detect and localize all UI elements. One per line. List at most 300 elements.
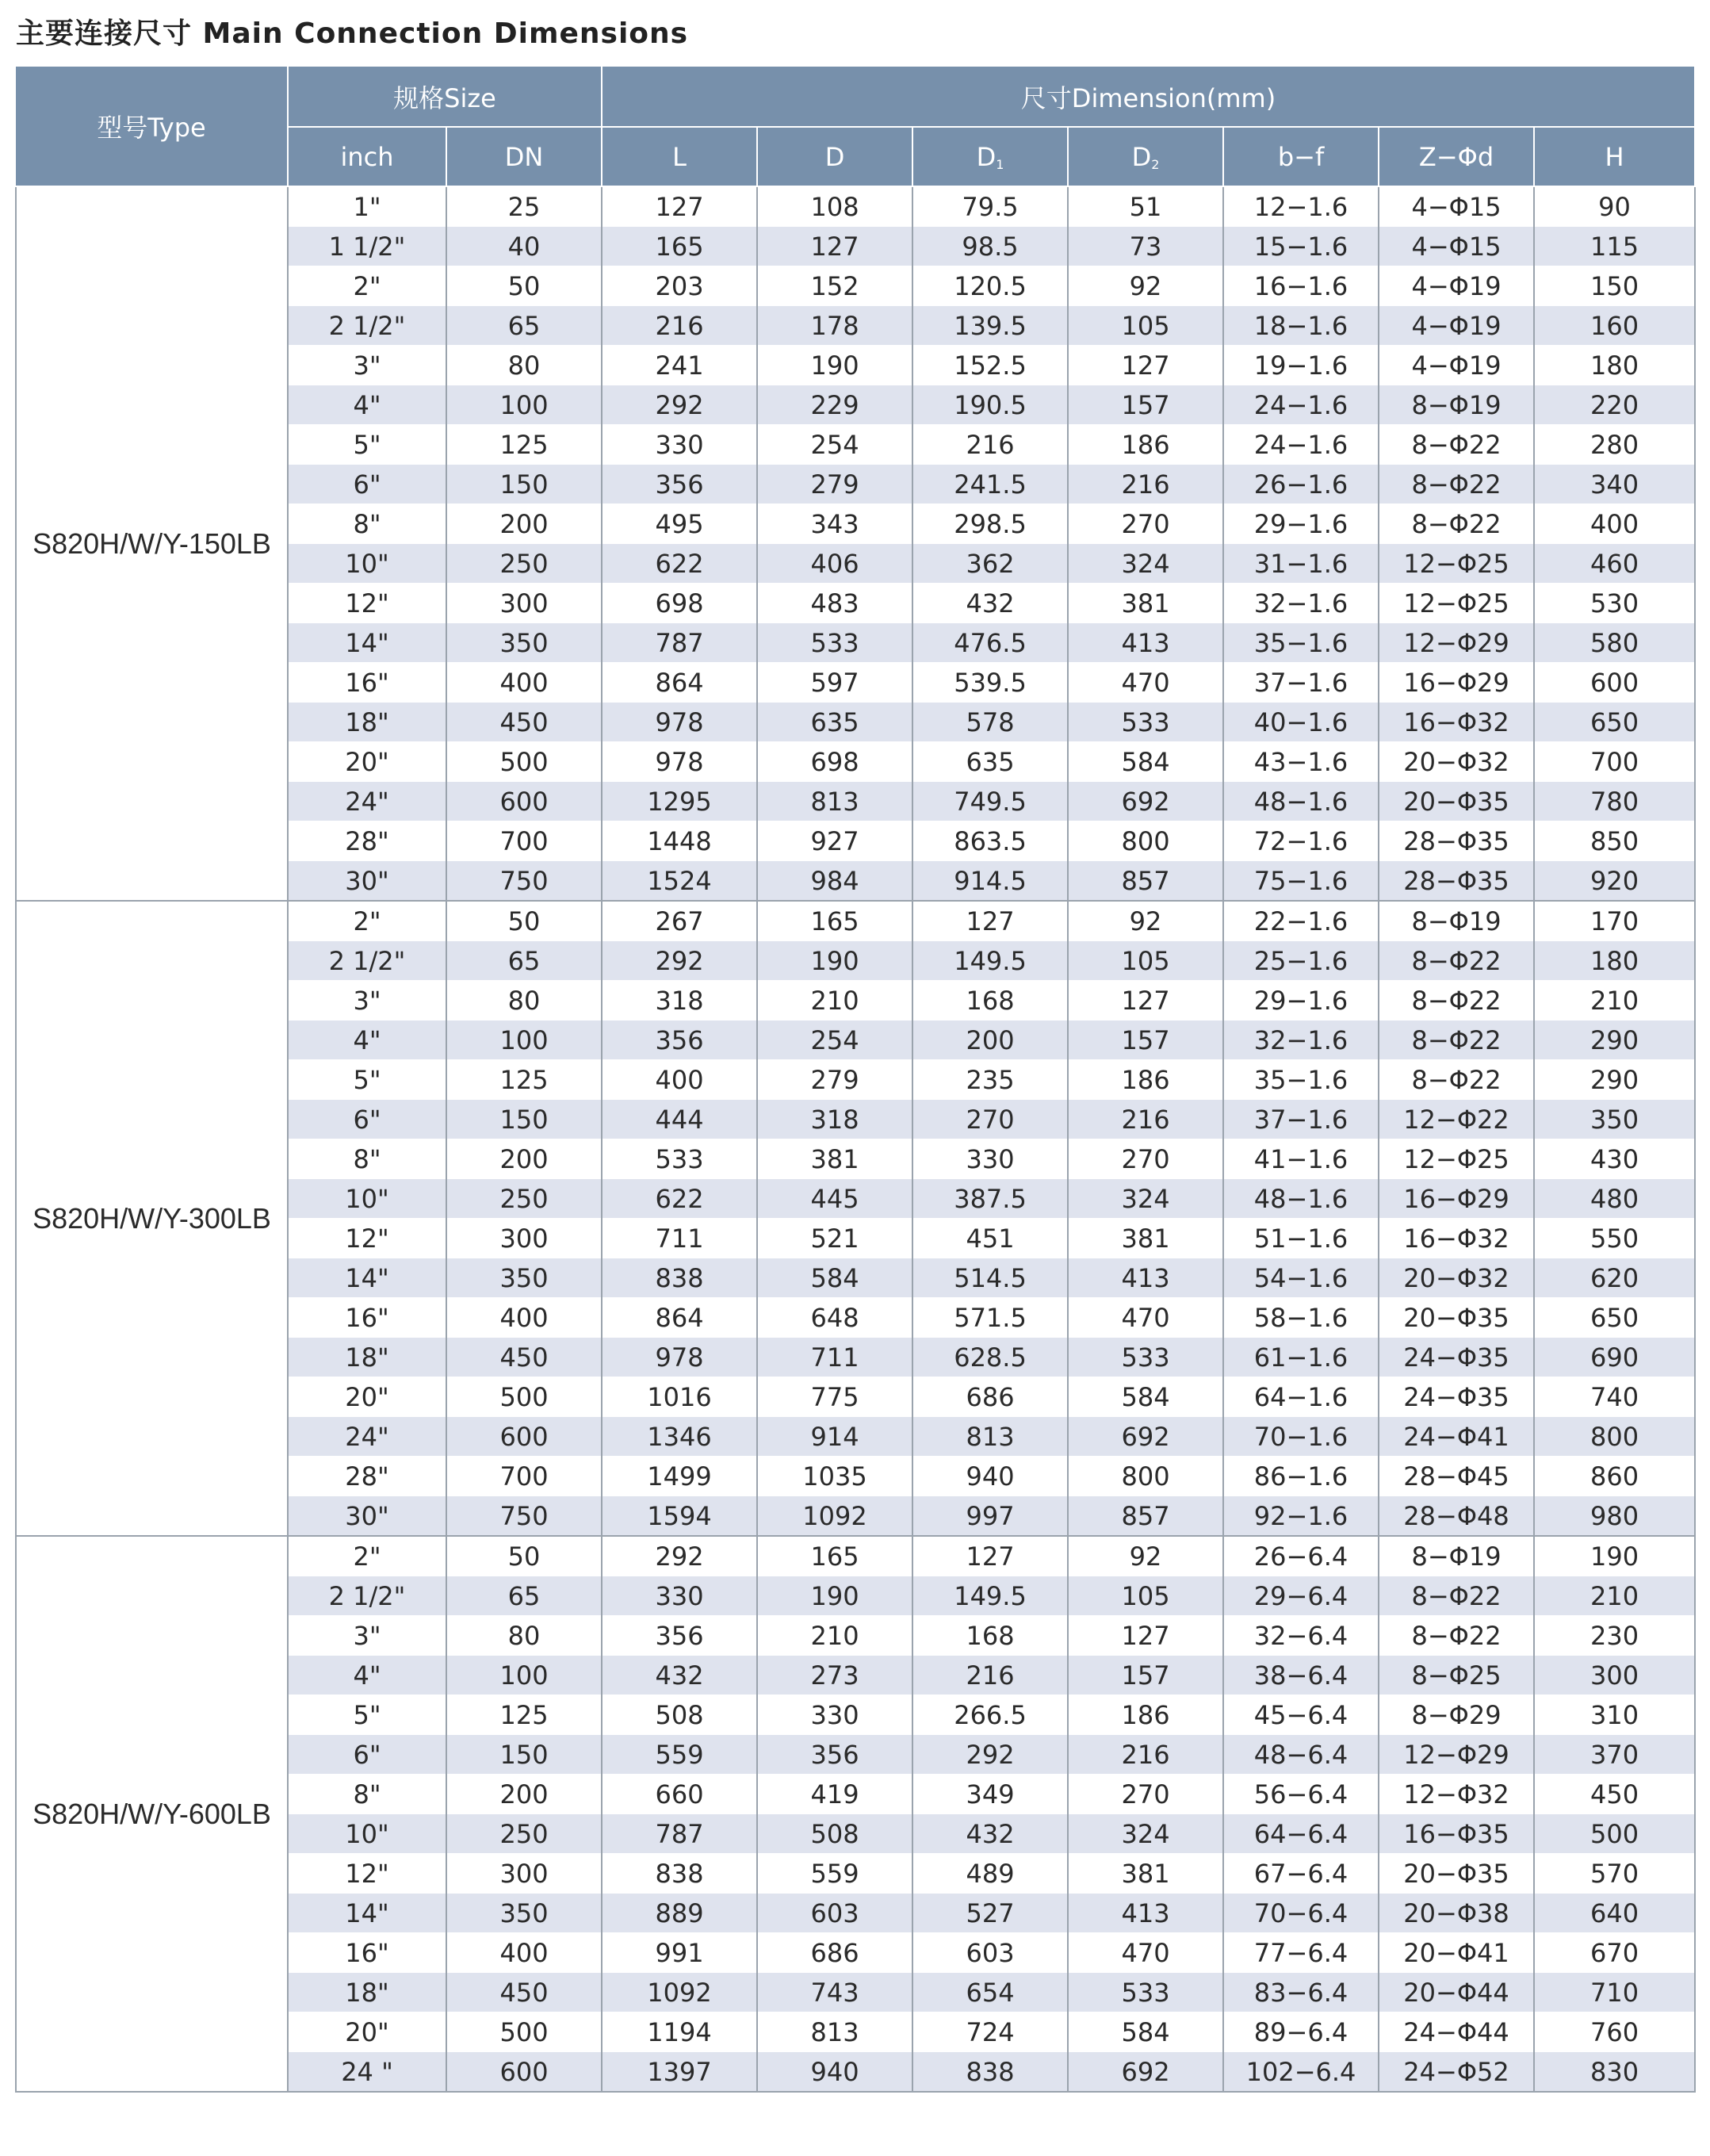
cell-d2: 186 [1068,1060,1223,1100]
header-d: D [757,127,912,186]
cell-d1: 476.5 [912,623,1068,663]
cell-zd: 8−Φ25 [1379,1656,1534,1695]
cell-d: 483 [757,584,912,623]
cell-d1: 527 [912,1894,1068,1933]
cell-dn: 250 [446,1179,602,1219]
cell-h: 430 [1534,1139,1695,1179]
cell-inch: 4" [288,1656,446,1695]
cell-bf: 64−1.6 [1223,1377,1379,1417]
cell-inch: 28" [288,821,446,861]
cell-h: 570 [1534,1854,1695,1894]
cell-d1: 451 [912,1219,1068,1258]
cell-dn: 300 [446,1219,602,1258]
cell-d1: 168 [912,981,1068,1021]
cell-d1: 127 [912,901,1068,941]
cell-dn: 450 [446,1338,602,1377]
cell-l: 216 [602,306,757,346]
cell-inch: 4" [288,1021,446,1060]
cell-d: 597 [757,663,912,703]
cell-d1: 139.5 [912,306,1068,346]
cell-d: 743 [757,1973,912,2012]
cell-inch: 30" [288,1496,446,1537]
cell-h: 180 [1534,941,1695,981]
cell-h: 230 [1534,1616,1695,1656]
cell-d2: 270 [1068,504,1223,544]
cell-d1: 241.5 [912,465,1068,504]
cell-h: 160 [1534,306,1695,346]
cell-l: 444 [602,1100,757,1139]
header-type: 型号Type [16,66,288,186]
cell-zd: 28−Φ35 [1379,861,1534,902]
cell-d2: 413 [1068,1894,1223,1933]
cell-d2: 105 [1068,1576,1223,1616]
cell-bf: 83−6.4 [1223,1973,1379,2012]
cell-d: 419 [757,1775,912,1814]
cell-h: 210 [1534,1576,1695,1616]
cell-d2: 73 [1068,227,1223,266]
cell-inch: 14" [288,1894,446,1933]
cell-l: 533 [602,1139,757,1179]
cell-dn: 125 [446,1695,602,1735]
cell-zd: 4−Φ15 [1379,227,1534,266]
cell-d1: 266.5 [912,1695,1068,1735]
cell-dn: 200 [446,1139,602,1179]
cell-zd: 20−Φ35 [1379,1854,1534,1894]
cell-d1: 654 [912,1973,1068,2012]
cell-d: 190 [757,1576,912,1616]
cell-d2: 470 [1068,1298,1223,1338]
cell-zd: 8−Φ22 [1379,1060,1534,1100]
cell-inch: 8" [288,1775,446,1814]
cell-bf: 48−1.6 [1223,782,1379,821]
cell-l: 1397 [602,2052,757,2093]
cell-d2: 692 [1068,1417,1223,1457]
cell-d2: 692 [1068,2052,1223,2093]
cell-l: 330 [602,1576,757,1616]
cell-l: 292 [602,385,757,425]
cell-d: 686 [757,1933,912,1973]
cell-h: 690 [1534,1338,1695,1377]
cell-d1: 571.5 [912,1298,1068,1338]
cell-d: 603 [757,1894,912,1933]
cell-zd: 12−Φ22 [1379,1100,1534,1139]
cell-dn: 350 [446,1258,602,1298]
type-cell: S820H/W/Y-300LB [16,901,288,1536]
cell-dn: 25 [446,186,602,227]
cell-bf: 29−1.6 [1223,504,1379,544]
cell-d2: 533 [1068,1973,1223,2012]
cell-dn: 80 [446,1616,602,1656]
cell-d2: 105 [1068,941,1223,981]
cell-bf: 56−6.4 [1223,1775,1379,1814]
cell-dn: 65 [446,941,602,981]
cell-zd: 12−Φ25 [1379,544,1534,584]
cell-zd: 20−Φ44 [1379,1973,1534,2012]
page-title: 主要连接尺寸 Main Connection Dimensions [16,17,689,50]
cell-zd: 12−Φ25 [1379,1139,1534,1179]
cell-d1: 635 [912,742,1068,782]
cell-inch: 16" [288,1298,446,1338]
cell-bf: 15−1.6 [1223,227,1379,266]
cell-d2: 800 [1068,1457,1223,1496]
cell-d2: 533 [1068,703,1223,742]
dimensions-table-container [15,65,1694,2093]
cell-l: 203 [602,266,757,306]
cell-h: 980 [1534,1496,1695,1537]
cell-bf: 24−1.6 [1223,385,1379,425]
cell-bf: 29−6.4 [1223,1576,1379,1616]
cell-bf: 72−1.6 [1223,821,1379,861]
cell-d2: 381 [1068,1854,1223,1894]
cell-zd: 28−Φ48 [1379,1496,1534,1537]
cell-l: 1524 [602,861,757,902]
cell-d1: 127 [912,1536,1068,1576]
cell-d: 635 [757,703,912,742]
cell-h: 400 [1534,504,1695,544]
cell-inch: 10" [288,1814,446,1854]
header-inch: inch [288,127,446,186]
cell-dn: 50 [446,266,602,306]
cell-h: 180 [1534,346,1695,385]
cell-d: 533 [757,623,912,663]
cell-d: 927 [757,821,912,861]
cell-dn: 200 [446,504,602,544]
cell-d: 648 [757,1298,912,1338]
cell-zd: 8−Φ22 [1379,465,1534,504]
cell-d1: 190.5 [912,385,1068,425]
cell-dn: 600 [446,2052,602,2093]
cell-h: 370 [1534,1735,1695,1775]
cell-d1: 813 [912,1417,1068,1457]
cell-dn: 80 [446,981,602,1021]
cell-bf: 32−1.6 [1223,1021,1379,1060]
cell-inch: 12" [288,1219,446,1258]
cell-h: 620 [1534,1258,1695,1298]
cell-inch: 2 1/2" [288,941,446,981]
cell-d: 559 [757,1854,912,1894]
cell-bf: 32−1.6 [1223,584,1379,623]
cell-d2: 105 [1068,306,1223,346]
cell-d2: 692 [1068,782,1223,821]
cell-inch: 6" [288,1100,446,1139]
cell-bf: 22−1.6 [1223,901,1379,941]
header-d1: $D_1$ [912,127,1068,186]
cell-d1: 489 [912,1854,1068,1894]
cell-h: 710 [1534,1973,1695,2012]
cell-h: 780 [1534,782,1695,821]
cell-bf: 102−6.4 [1223,2052,1379,2093]
cell-d: 914 [757,1417,912,1457]
cell-inch: 30" [288,861,446,902]
cell-dn: 150 [446,1735,602,1775]
cell-l: 356 [602,1021,757,1060]
cell-zd: 20−Φ38 [1379,1894,1534,1933]
cell-d1: 292 [912,1735,1068,1775]
cell-dn: 700 [446,821,602,861]
cell-l: 356 [602,1616,757,1656]
cell-h: 670 [1534,1933,1695,1973]
cell-h: 290 [1534,1021,1695,1060]
cell-bf: 12−1.6 [1223,186,1379,227]
cell-l: 292 [602,1536,757,1576]
cell-d2: 324 [1068,1179,1223,1219]
cell-l: 1499 [602,1457,757,1496]
cell-l: 1594 [602,1496,757,1537]
cell-d1: 349 [912,1775,1068,1814]
cell-d1: 914.5 [912,861,1068,902]
cell-zd: 16−Φ29 [1379,1179,1534,1219]
cell-h: 550 [1534,1219,1695,1258]
header-l: L [602,127,757,186]
cell-bf: 29−1.6 [1223,981,1379,1021]
cell-zd: 8−Φ22 [1379,1576,1534,1616]
cell-inch: 14" [288,623,446,663]
cell-dn: 600 [446,782,602,821]
cell-bf: 31−1.6 [1223,544,1379,584]
cell-l: 838 [602,1854,757,1894]
cell-bf: 67−6.4 [1223,1854,1379,1894]
cell-l: 1092 [602,1973,757,2012]
table-row [16,186,1695,227]
cell-zd: 12−Φ29 [1379,1735,1534,1775]
cell-d: 330 [757,1695,912,1735]
cell-inch: 6" [288,1735,446,1775]
cell-d2: 324 [1068,1814,1223,1854]
cell-zd: 8−Φ22 [1379,1021,1534,1060]
cell-h: 340 [1534,465,1695,504]
cell-d2: 127 [1068,1616,1223,1656]
cell-inch: 24 " [288,2052,446,2093]
cell-zd: 8−Φ22 [1379,425,1534,465]
cell-h: 650 [1534,1298,1695,1338]
cell-dn: 40 [446,227,602,266]
cell-bf: 40−1.6 [1223,703,1379,742]
cell-d: 165 [757,901,912,941]
cell-d1: 539.5 [912,663,1068,703]
cell-dn: 200 [446,1775,602,1814]
cell-l: 1448 [602,821,757,861]
cell-d1: 724 [912,2012,1068,2052]
cell-d2: 92 [1068,266,1223,306]
cell-zd: 4−Φ19 [1379,266,1534,306]
cell-d1: 514.5 [912,1258,1068,1298]
table-row [16,901,1695,941]
cell-bf: 37−1.6 [1223,1100,1379,1139]
cell-d1: 940 [912,1457,1068,1496]
cell-d: 152 [757,266,912,306]
cell-d: 127 [757,227,912,266]
cell-d: 775 [757,1377,912,1417]
type-cell: S820H/W/Y-600LB [16,1536,288,2092]
cell-zd: 8−Φ19 [1379,901,1534,941]
cell-zd: 24−Φ52 [1379,2052,1534,2093]
cell-l: 400 [602,1060,757,1100]
cell-d: 279 [757,1060,912,1100]
cell-l: 1016 [602,1377,757,1417]
cell-d: 356 [757,1735,912,1775]
cell-h: 480 [1534,1179,1695,1219]
cell-h: 190 [1534,1536,1695,1576]
cell-d2: 127 [1068,346,1223,385]
cell-d: 190 [757,346,912,385]
cell-zd: 8−Φ22 [1379,1616,1534,1656]
cell-d2: 584 [1068,742,1223,782]
cell-dn: 100 [446,385,602,425]
cell-inch: 1 1/2" [288,227,446,266]
cell-inch: 20" [288,1377,446,1417]
cell-inch: 3" [288,1616,446,1656]
cell-d2: 270 [1068,1139,1223,1179]
cell-d1: 838 [912,2052,1068,2093]
cell-h: 220 [1534,385,1695,425]
cell-dn: 750 [446,1496,602,1537]
cell-inch: 18" [288,703,446,742]
cell-dn: 450 [446,703,602,742]
cell-bf: 19−1.6 [1223,346,1379,385]
cell-d2: 800 [1068,821,1223,861]
cell-bf: 26−6.4 [1223,1536,1379,1576]
cell-l: 1346 [602,1417,757,1457]
cell-inch: 18" [288,1338,446,1377]
table-body [16,186,1695,2092]
cell-d1: 432 [912,1814,1068,1854]
cell-l: 1295 [602,782,757,821]
cell-d1: 98.5 [912,227,1068,266]
header-dn: DN [446,127,602,186]
cell-dn: 100 [446,1656,602,1695]
cell-d1: 686 [912,1377,1068,1417]
header-zd: Z−Φd [1379,127,1534,186]
cell-l: 698 [602,584,757,623]
cell-h: 740 [1534,1377,1695,1417]
cell-d: 178 [757,306,912,346]
cell-h: 580 [1534,623,1695,663]
cell-d2: 413 [1068,623,1223,663]
cell-bf: 24−1.6 [1223,425,1379,465]
cell-bf: 41−1.6 [1223,1139,1379,1179]
cell-d2: 533 [1068,1338,1223,1377]
cell-bf: 45−6.4 [1223,1695,1379,1735]
cell-zd: 24−Φ44 [1379,2012,1534,2052]
cell-zd: 4−Φ15 [1379,186,1534,227]
cell-h: 830 [1534,2052,1695,2093]
cell-inch: 28" [288,1457,446,1496]
cell-h: 700 [1534,742,1695,782]
cell-bf: 16−1.6 [1223,266,1379,306]
cell-zd: 8−Φ19 [1379,1536,1534,1576]
cell-d2: 216 [1068,1735,1223,1775]
cell-bf: 54−1.6 [1223,1258,1379,1298]
cell-zd: 8−Φ19 [1379,385,1534,425]
cell-zd: 20−Φ32 [1379,742,1534,782]
cell-d2: 857 [1068,1496,1223,1537]
cell-l: 241 [602,346,757,385]
cell-zd: 24−Φ41 [1379,1417,1534,1457]
cell-d: 698 [757,742,912,782]
cell-d1: 200 [912,1021,1068,1060]
cell-dn: 250 [446,1814,602,1854]
cell-l: 267 [602,901,757,941]
cell-d1: 216 [912,1656,1068,1695]
cell-bf: 35−1.6 [1223,1060,1379,1100]
cell-d: 1035 [757,1457,912,1496]
cell-h: 850 [1534,821,1695,861]
cell-zd: 28−Φ35 [1379,821,1534,861]
cell-h: 310 [1534,1695,1695,1735]
cell-dn: 50 [446,901,602,941]
cell-inch: 10" [288,1179,446,1219]
cell-l: 660 [602,1775,757,1814]
cell-dn: 400 [446,1298,602,1338]
cell-d2: 381 [1068,584,1223,623]
cell-d2: 857 [1068,861,1223,902]
cell-l: 838 [602,1258,757,1298]
cell-d2: 157 [1068,1021,1223,1060]
header-dimension: 尺寸Dimension(mm) [602,66,1695,127]
cell-inch: 16" [288,663,446,703]
cell-d2: 157 [1068,1656,1223,1695]
cell-inch: 10" [288,544,446,584]
cell-h: 860 [1534,1457,1695,1496]
cell-dn: 150 [446,465,602,504]
cell-inch: 1" [288,186,446,227]
cell-d2: 186 [1068,425,1223,465]
cell-d1: 120.5 [912,266,1068,306]
cell-inch: 2" [288,266,446,306]
cell-bf: 48−1.6 [1223,1179,1379,1219]
cell-d1: 997 [912,1496,1068,1537]
cell-l: 711 [602,1219,757,1258]
cell-h: 280 [1534,425,1695,465]
cell-h: 290 [1534,1060,1695,1100]
cell-dn: 350 [446,1894,602,1933]
cell-h: 500 [1534,1814,1695,1854]
cell-inch: 3" [288,346,446,385]
cell-zd: 16−Φ29 [1379,663,1534,703]
cell-inch: 3" [288,981,446,1021]
cell-bf: 70−6.4 [1223,1894,1379,1933]
cell-l: 127 [602,186,757,227]
cell-d1: 432 [912,584,1068,623]
cell-inch: 24" [288,1417,446,1457]
cell-l: 978 [602,1338,757,1377]
cell-inch: 20" [288,742,446,782]
table-row [16,1536,1695,1576]
cell-d2: 51 [1068,186,1223,227]
cell-dn: 500 [446,1377,602,1417]
cell-l: 292 [602,941,757,981]
cell-d: 445 [757,1179,912,1219]
cell-inch: 2" [288,901,446,941]
cell-inch: 2 1/2" [288,1576,446,1616]
cell-d2: 470 [1068,663,1223,703]
cell-inch: 8" [288,504,446,544]
cell-inch: 12" [288,1854,446,1894]
cell-d1: 863.5 [912,821,1068,861]
cell-zd: 4−Φ19 [1379,346,1534,385]
cell-dn: 350 [446,623,602,663]
cell-l: 1194 [602,2012,757,2052]
cell-d1: 152.5 [912,346,1068,385]
cell-l: 330 [602,425,757,465]
cell-bf: 26−1.6 [1223,465,1379,504]
cell-inch: 18" [288,1973,446,2012]
cell-d: 1092 [757,1496,912,1537]
cell-dn: 125 [446,425,602,465]
dimensions-table [15,65,1696,2093]
cell-d1: 362 [912,544,1068,584]
cell-l: 889 [602,1894,757,1933]
